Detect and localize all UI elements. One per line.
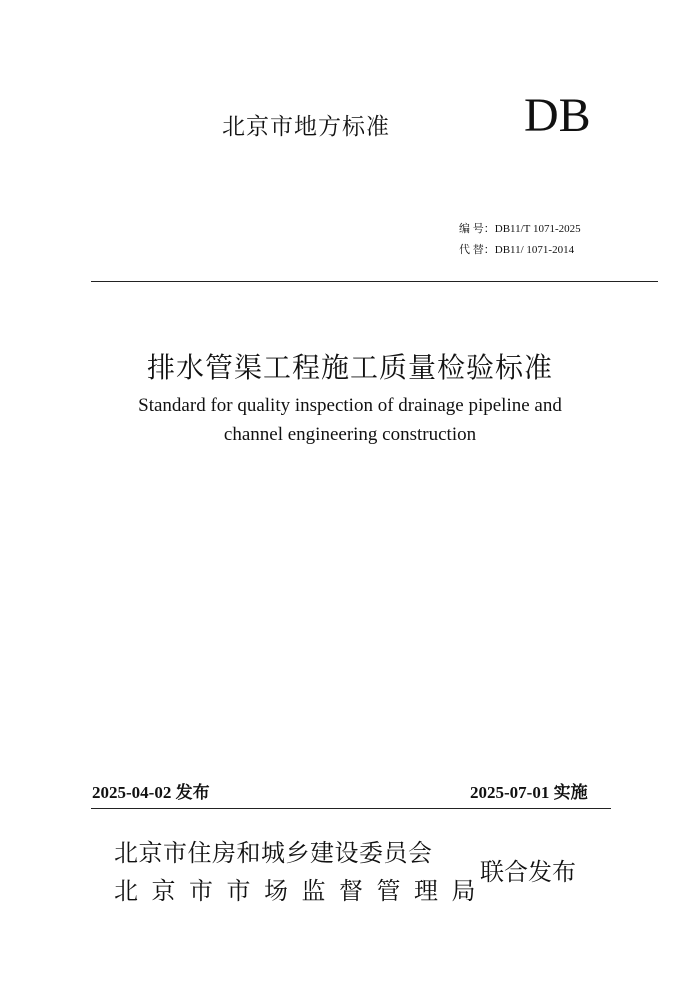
title-english-line1: Standard for quality inspection of drainage pipeline and xyxy=(138,395,562,416)
standard-type: 北京市地方标准 xyxy=(222,114,390,140)
replaces-label: 代 替： xyxy=(459,244,495,256)
publisher-market-bureau: 北京市市场监督管理局 xyxy=(114,877,489,905)
replaces-standard xyxy=(459,241,574,257)
joint-release: 联合发布 xyxy=(480,858,576,886)
standard-number-label: 编 号： xyxy=(459,223,495,235)
top-divider xyxy=(91,281,658,282)
bottom-divider xyxy=(91,808,611,809)
publisher-housing-commission: 北京市住房和城乡建设委员会 xyxy=(114,839,433,867)
title-chinese: 排水管渠工程施工质量检验标准 xyxy=(146,351,553,384)
issue-date: 2025-04-02 发布 xyxy=(92,783,210,802)
replaces-value: DB11/ 1071-2014 xyxy=(494,244,575,256)
db-mark: DB xyxy=(524,89,591,142)
standard-number-value: DB11/T 1071-2025 xyxy=(494,223,581,235)
implementation-date: 2025-07-01 实施 xyxy=(470,783,588,802)
title-english-line2: channel engineering construction xyxy=(223,424,477,445)
standard-number xyxy=(459,220,581,236)
